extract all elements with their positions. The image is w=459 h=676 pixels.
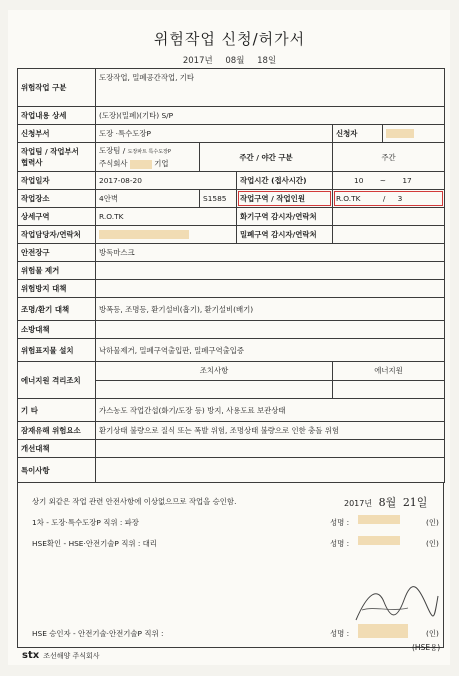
energy-action-value <box>96 380 333 399</box>
hazard-signs-label: 위험표지물 설치 <box>18 339 96 362</box>
approver3-name-label: 성명 : <box>330 629 350 638</box>
fire-watch-label: 화기구역 감시자/연락처 <box>237 208 333 226</box>
work-time-value <box>333 172 445 190</box>
highlight-box <box>238 191 331 206</box>
lighting-value: 방폭등, 조명등, 환기설비(흡기), 환기설비(배기) <box>96 298 445 321</box>
date-day: 18일 <box>257 56 277 66</box>
zone-people: 3 <box>397 194 403 203</box>
approver1-name-label: 성명 : <box>330 518 350 527</box>
remarks-label: 특이사항 <box>18 458 96 483</box>
risk-label: 잠재유해 위험요소 <box>18 422 96 440</box>
highlight-box-value <box>334 191 443 206</box>
redacted-manager <box>99 230 189 239</box>
improvement-value <box>96 440 445 458</box>
safety-gear-label: 안전장구 <box>18 244 96 262</box>
risk-value: 환기상태 불량으로 질식 또는 폭발 위험, 조명상태 불량으로 인한 충돌 위험 <box>96 422 445 440</box>
time-end: 17 <box>402 176 412 185</box>
time-sep: ~ <box>379 176 386 185</box>
redacted-name2 <box>358 536 400 545</box>
work-detail-value: (도장)(밀폐)(기타) S/P <box>96 107 445 125</box>
team-value-text: 도장팀 / <box>99 146 126 155</box>
manager-value <box>96 226 237 244</box>
zone-sep: / <box>382 194 386 203</box>
work-type-label: 위험작업 구분 <box>18 69 96 107</box>
approver3: HSE 승인자 - 안전기술·안전기술P 직위 : <box>32 629 164 638</box>
company-logo <box>22 650 100 661</box>
redacted-name1 <box>358 515 400 524</box>
lighting-label: 조명/환기 대책 <box>18 298 96 321</box>
signed-day: 21일 <box>402 496 428 509</box>
date-year: 2017년 <box>182 56 213 66</box>
hazard-prevention-value <box>96 280 445 298</box>
approver3-seal: (인) <box>426 629 439 638</box>
manager-label: 작업담당자/연락처 <box>18 226 96 244</box>
energy-col2: 에너지원 <box>333 362 445 381</box>
hazard-prevention-label: 위험방지 대책 <box>18 280 96 298</box>
shift-value: 주간 <box>333 143 445 172</box>
energy-col1: 조치사항 <box>96 362 333 381</box>
approver2-name-label: 성명 : <box>330 539 350 548</box>
hazard-removal-value <box>96 262 445 280</box>
safety-gear-value: 방독마스크 <box>96 244 445 262</box>
redacted-name3 <box>358 624 408 638</box>
applicant-label: 신청자 <box>333 125 383 143</box>
hazard-signs-value: 낙하물제거, 밀폐구역출입판, 밀폐구역출입증 <box>96 339 445 362</box>
energy-source-value <box>333 380 445 399</box>
work-type-value: 도장작업, 밀폐공간작업, 기타 <box>96 69 445 107</box>
detail-zone-label: 상세구역 <box>18 208 96 226</box>
work-date-label: 작업일자 <box>18 172 96 190</box>
partner-value: 주식회사 <box>99 159 128 168</box>
applicant-value <box>383 125 445 143</box>
fire-watch-value <box>333 208 445 226</box>
approver1: 1차 - 도장·특수도장P 직위 : 파장 <box>32 518 139 527</box>
confined-watch-value <box>333 226 445 244</box>
team-value <box>96 143 200 172</box>
work-zone-value <box>333 190 445 208</box>
work-place-value1: 4안벽 <box>96 190 200 208</box>
energy-label: 에너지원 격리조치 <box>18 362 96 399</box>
applicant-dept-value: 도장 ·특수도장P <box>96 125 333 143</box>
work-zone-label-text: 작업구역 / 작업인원 <box>240 194 305 203</box>
team-label-text: 작업팀 / 작업부서 <box>21 147 79 156</box>
document-date <box>0 54 459 66</box>
improvement-label: 개선대책 <box>18 440 96 458</box>
document-title: 위험작업 신청/허가서 <box>153 30 306 48</box>
date-month: 08월 <box>225 56 245 66</box>
signature-scribble <box>348 582 443 627</box>
detail-zone-value: R.O.TK <box>96 208 237 226</box>
partner-suffix: 기업 <box>154 159 169 168</box>
logo-text: stx <box>22 650 40 661</box>
team-label <box>18 143 96 172</box>
work-detail-label: 작업내용 상세 <box>18 107 96 125</box>
work-place-value2: S1585 <box>200 190 237 208</box>
work-date-value: 2017-08-20 <box>96 172 237 190</box>
approval-section <box>17 482 444 648</box>
hazard-removal-label: 위험물 제거 <box>18 262 96 280</box>
time-start: 10 <box>354 176 364 185</box>
redacted-applicant <box>386 129 414 138</box>
signed-month: 8월 <box>378 496 397 509</box>
work-zone-label <box>237 190 333 208</box>
company-name: 조선해양 주식회사 <box>43 652 100 660</box>
approver1-seal: (인) <box>426 518 439 527</box>
remarks-value <box>96 458 445 483</box>
partner-label: 협력사 <box>21 158 43 167</box>
permit-form-table <box>17 68 445 483</box>
extinguish-value <box>96 321 445 339</box>
approval-statement: 상기 외같은 작업 관련 안전사항에 이상없으므로 작업을 승인함. <box>32 497 237 506</box>
applicant-dept-label: 신청부서 <box>18 125 96 143</box>
work-place-label: 작업장소 <box>18 190 96 208</box>
etc-label: 기 타 <box>18 399 96 422</box>
etc-value: 가스농도 작업간섭(화기/도장 등) 방지, 사용도료 보관상태 <box>96 399 445 422</box>
work-time-label: 작업시간 (접사시간) <box>237 172 333 190</box>
redacted-partner <box>130 160 152 169</box>
hse-stamp: (HSE용) <box>412 643 441 652</box>
team-sub: 도장파트 특수도장P <box>127 149 171 155</box>
confined-watch-label: 밀폐구역 감시자/연락처 <box>237 226 333 244</box>
extinguish-label: 소방대책 <box>18 321 96 339</box>
signed-year: 2017년 <box>344 499 373 508</box>
zone-value: R.O.TK <box>336 194 361 203</box>
approver2: HSE확인 - HSE·안전기술P 직위 : 대리 <box>32 539 157 548</box>
shift-label: 주간 / 야간 구분 <box>200 143 333 172</box>
approval-signed-date <box>344 494 427 510</box>
approver2-seal: (인) <box>426 539 439 548</box>
